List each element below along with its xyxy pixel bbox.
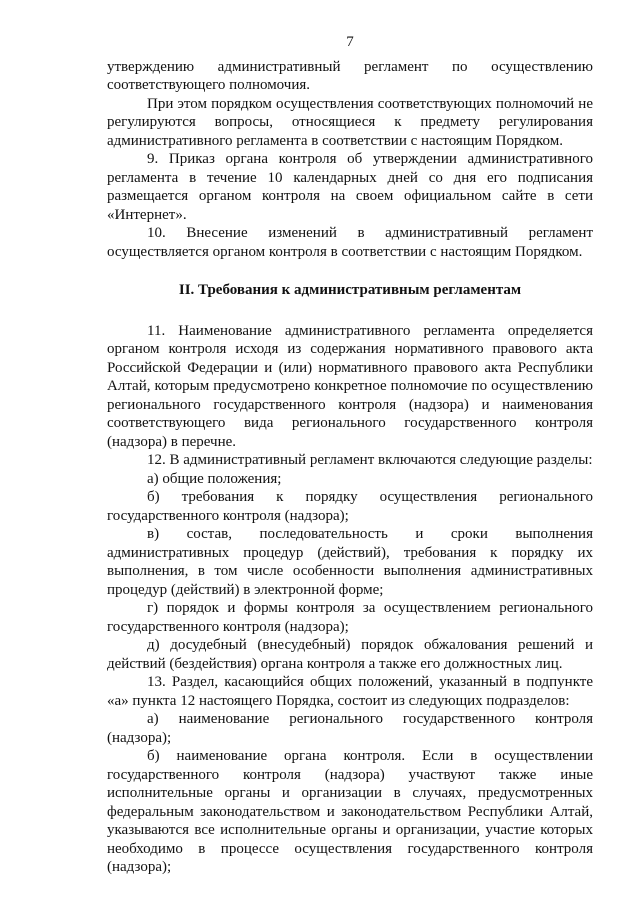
list-item: а) общие положения;: [147, 470, 282, 487]
paragraph: 12. В административный регламент включаются следующие разделы:: [147, 452, 593, 468]
paragraph: 10. Внесение изменений в административный регламент осуществляется органом контроля в соответствии с настоящим Порядком.: [107, 225, 593, 260]
paragraph: 11. Наименование административного регламента определяется органом контроля исходя из содержания нормативного правового акта Российской Федерации и (или) нормативного правового акта Республики Алтай, которым предусмотрено конкретное полномочие по осуществлению регионального государственного контроля (надзора) и наименования соответствующего вида регионального государственного контроля (надзора) в перечне.: [107, 322, 593, 450]
list-item: в) состав, последовательность и сроки выполнения административных процедур (действий), требования к порядку их выполнения, в том числе особенности выполнения административных процедур (действий) в электронной форме;: [107, 526, 593, 598]
paragraph: При этом порядком осуществления соответствующих полномочий не регулируются вопросы, относящиеся к предмету регулирования административного регламента в соответствии с настоящим Порядком.: [107, 95, 593, 149]
paragraph: 9. Приказ органа контроля об утверждении административного регламента в течение 10 календарных дней со дня его подписания размещается органом контроля на своем официальном сайте в сети «Интернет».: [107, 151, 593, 223]
list-item: д) досудебный (внесудебный) порядок обжалования решений и действий (бездействия) органа контроля а также его должностных лиц.: [107, 637, 593, 672]
list-item: б) наименование органа контроля. Если в осуществлении государственного контроля (надзора) участвуют также иные исполнительные органы и организации в случаях, предусмотренных федеральным законодательством и законодательством Республики Алтай, указываются все исполнительные органы и организации, участие которых необходимо в процессе осуществления государственного контроля (надзора);: [107, 748, 593, 875]
list-item: б) требования к порядку осуществления регионального государственного контроля (надзора);: [107, 489, 593, 524]
body-before-section: [107, 58, 593, 262]
list-item: г) порядок и формы контроля за осуществлением регионального государственного контроля (надзора);: [107, 600, 593, 635]
body-after-section: [107, 322, 593, 877]
list-item: а) наименование регионального государственного контроля (надзора);: [107, 711, 593, 746]
page-number: 7: [346, 34, 354, 50]
section-heading: II. Требования к административным регламентам: [178, 282, 522, 298]
paragraph: 13. Раздел, касающийся общих положений, указанный в подпункте «а» пункта 12 настоящего Порядка, состоит из следующих подразделов:: [107, 674, 593, 709]
paragraph: утверждению административный регламент по осуществлению соответствующего полномочия.: [107, 58, 593, 93]
